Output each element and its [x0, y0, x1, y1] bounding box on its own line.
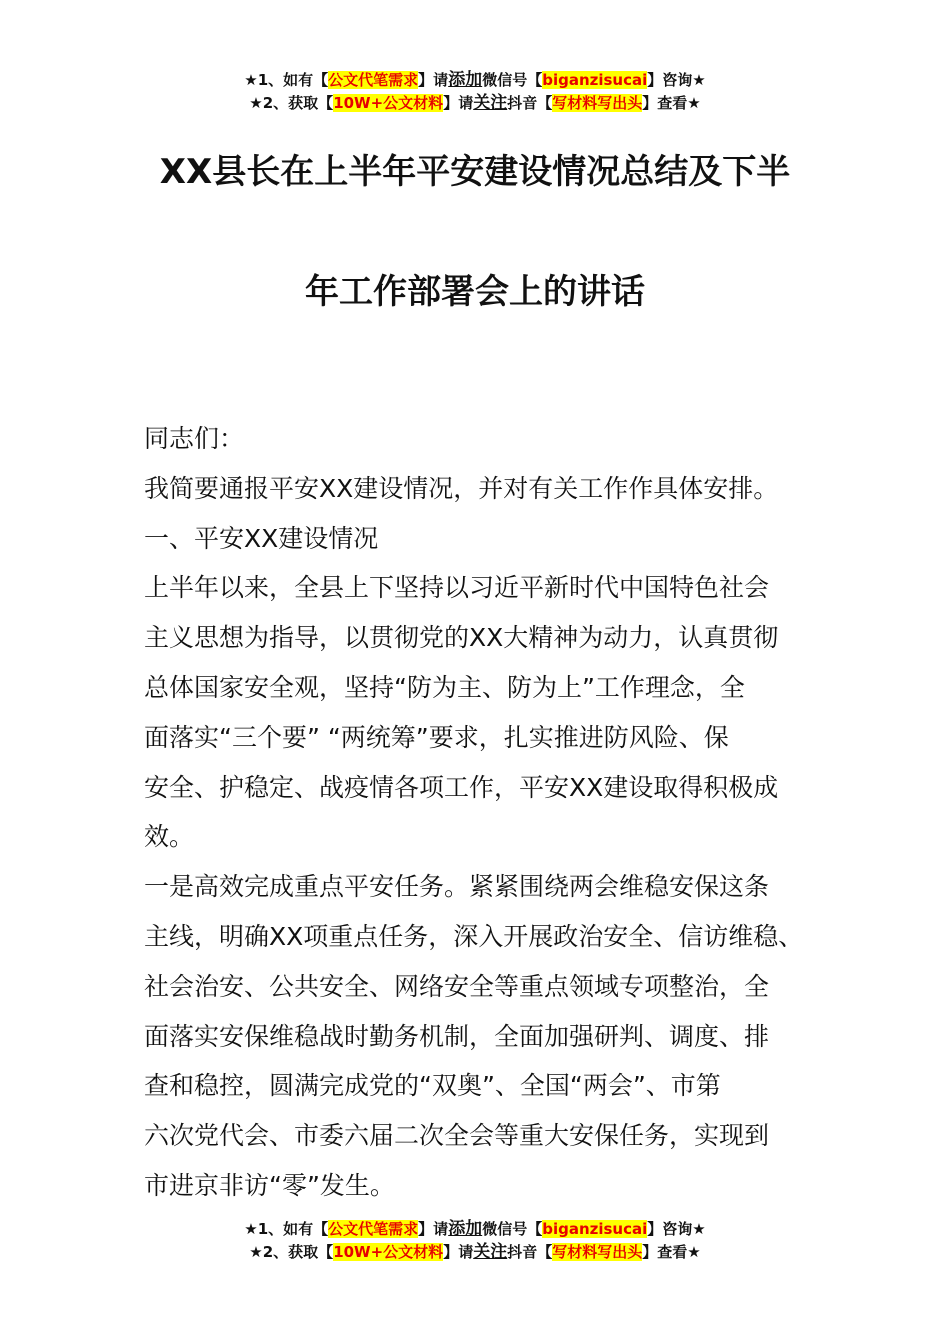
promo-highlight: 10W+公文材料 — [333, 94, 444, 112]
promo-text: 】请 — [443, 94, 474, 112]
promo-emphasis: 关注 — [473, 1242, 508, 1262]
body-line: 主线，明确XX项重点任务，深入开展政治安全、信访维稳、 — [144, 921, 804, 951]
promo-text: 】查看★ — [642, 94, 701, 112]
promo-highlight: 写材料写出头 — [552, 94, 643, 112]
body-line: 同志们： — [144, 424, 245, 453]
promo-highlight: 写材料写出头 — [552, 1243, 643, 1261]
promo-line-2 — [0, 92, 950, 115]
body-line: 主义思想为指导，以贯彻党的XX大精神为动力，认真贯彻 — [144, 623, 779, 653]
body-line: 我简要通报平安XX建设情况，并对有关工作作具体安排。 — [144, 473, 779, 503]
promo-text: 抖音【 — [507, 1243, 553, 1261]
body-line: 六次党代会、市委六届二次全会等重大安保任务，实现到 — [144, 1121, 770, 1151]
promo-banner-bottom — [0, 1218, 950, 1264]
body-line: 市进京非访“零”发生。 — [144, 1170, 395, 1200]
promo-emphasis: 添加 — [448, 70, 483, 90]
promo-text: ★2、获取【 — [249, 1243, 334, 1261]
promo-emphasis: 关注 — [473, 93, 508, 113]
promo-text: ★1、如有【 — [244, 71, 329, 89]
body-line: 上半年以来，全县上下坚持以习近平新时代中国特色社会 — [144, 573, 770, 603]
promo-text: 】咨询★ — [647, 71, 706, 89]
body-line: 总体国家安全观，坚持“防为主、防为上”工作理念，全 — [144, 672, 745, 702]
body-line: 安全、护稳定、战疫情各项工作，平安XX建设取得积极成 — [144, 772, 779, 802]
promo-emphasis: 添加 — [448, 1219, 483, 1239]
promo-highlight: 公文代笔需求 — [328, 1220, 419, 1238]
promo-text: 抖音【 — [507, 94, 553, 112]
promo-highlight: biganzisucai — [542, 71, 648, 89]
body-line: 面落实安保维稳战时勤务机制，全面加强研判、调度、排 — [144, 1021, 770, 1051]
promo-text: 微信号【 — [482, 71, 543, 89]
promo-banner-top — [0, 69, 950, 115]
promo-text: 微信号【 — [482, 1220, 543, 1238]
promo-line-1 — [0, 69, 950, 92]
promo-text: 】请 — [443, 1243, 474, 1261]
promo-text: ★1、如有【 — [244, 1220, 329, 1238]
promo-line-1 — [0, 1218, 950, 1241]
document-title-line-1: XX县长在上半年平安建设情况总结及下半 — [159, 152, 791, 192]
section-heading: 一、平安XX建设情况 — [144, 523, 379, 553]
promo-text: ★2、获取【 — [249, 94, 334, 112]
body-line: 社会治安、公共安全、网络安全等重点领域专项整治，全 — [144, 971, 770, 1001]
body-line: 面落实“三个要” “两统筹”要求，扎实推进防风险、保 — [144, 722, 729, 752]
body-line: 一是高效完成重点平安任务。紧紧围绕两会维稳安保这条 — [144, 872, 770, 902]
promo-text: 】请 — [418, 71, 449, 89]
promo-text: 】请 — [418, 1220, 449, 1238]
body-line: 查和稳控，圆满完成党的“双奥”、全国“两会”、市第 — [144, 1071, 721, 1101]
document-body — [144, 414, 824, 1211]
document-title-line-2: 年工作部署会上的讲话 — [305, 272, 645, 312]
promo-highlight: biganzisucai — [542, 1220, 648, 1238]
body-line: 效。 — [144, 822, 195, 852]
promo-highlight: 10W+公文材料 — [333, 1243, 444, 1261]
promo-text: 】咨询★ — [647, 1220, 706, 1238]
promo-line-2 — [0, 1241, 950, 1264]
promo-text: 】查看★ — [642, 1243, 701, 1261]
promo-highlight: 公文代笔需求 — [328, 71, 419, 89]
